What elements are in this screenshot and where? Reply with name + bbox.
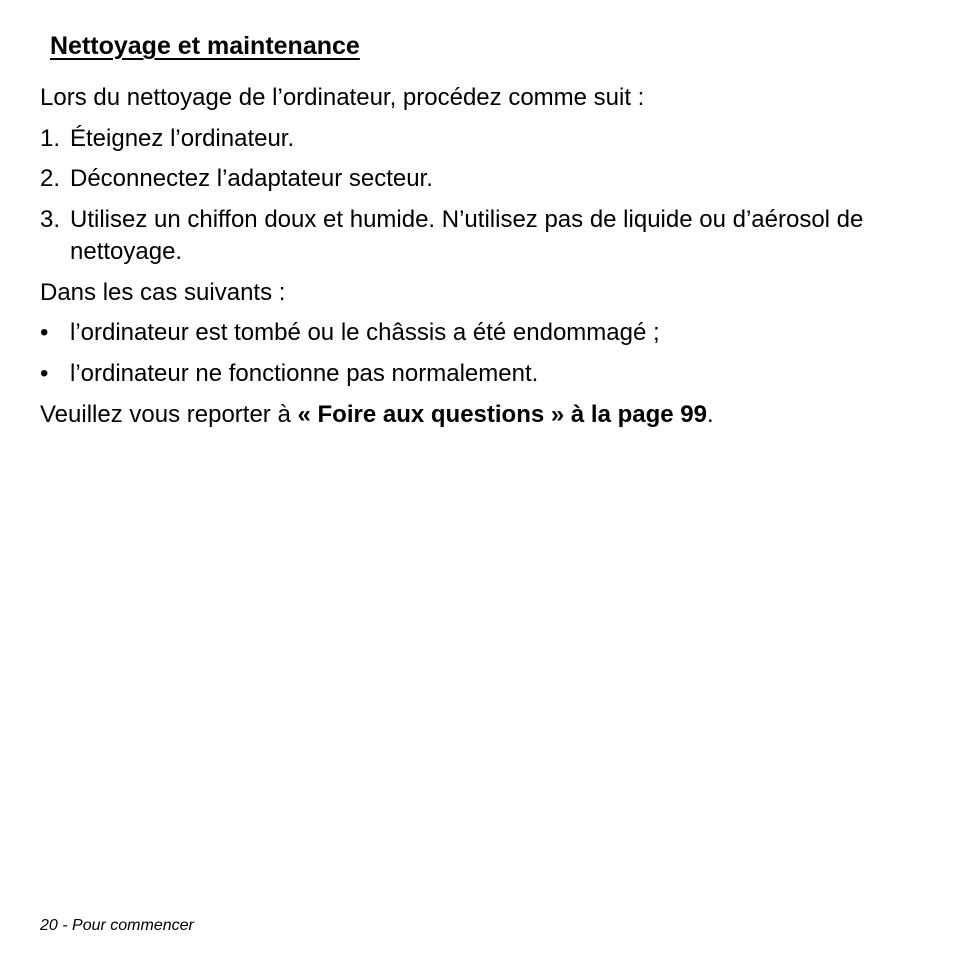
reference-prefix: Veuillez vous reporter à — [40, 401, 298, 428]
list-item-text: Éteignez l’ordinateur. — [70, 125, 295, 152]
bullet-icon: • — [40, 360, 49, 387]
list-item — [40, 204, 930, 268]
cases-intro-paragraph: Dans les cas suivants : — [40, 279, 286, 306]
list-number: 1. — [40, 125, 61, 152]
intro-paragraph: Lors du nettoyage de l’ordinateur, procédez comme suit : — [40, 84, 645, 111]
page-footer: 20 - Pour commencer — [40, 917, 194, 934]
list-item-text: Utilisez un chiffon doux et humide. N’utilisez pas de liquide ou d’aérosol de nettoyage. — [70, 206, 864, 265]
list-number: 2. — [40, 165, 61, 192]
bullet-item-text: l’ordinateur est tombé ou le châssis a été endommagé ; — [70, 319, 660, 346]
bullet-item — [40, 317, 930, 349]
bullet-icon: • — [40, 319, 49, 346]
list-number: 3. — [40, 206, 61, 233]
reference-suffix: . — [706, 401, 714, 428]
reference-paragraph — [40, 400, 714, 430]
list-item-text: Déconnectez l’adaptateur secteur. — [70, 165, 433, 192]
faq-page-link[interactable]: « Foire aux questions » à la page 99 — [297, 401, 707, 428]
page-title: Nettoyage et maintenance — [50, 32, 360, 60]
list-item — [40, 123, 930, 155]
bullet-item — [40, 358, 930, 390]
bullet-item-text: l’ordinateur ne fonctionne pas normalement. — [70, 360, 539, 387]
list-item — [40, 163, 930, 195]
